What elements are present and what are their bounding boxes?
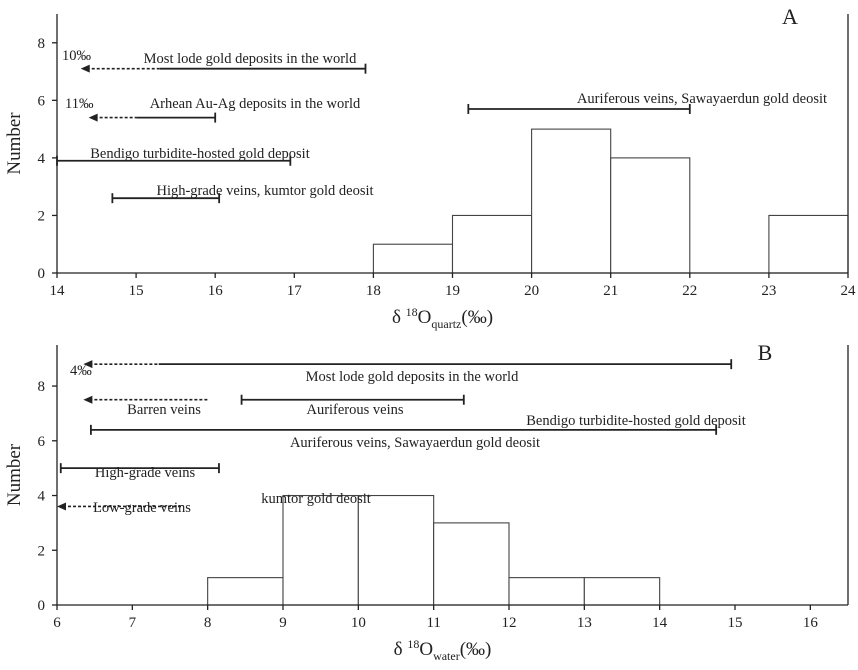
range-arrowhead xyxy=(57,502,66,510)
x-tick-label: 11 xyxy=(426,615,441,631)
range-annotation-label: Arhean Au-Ag deposits in the world xyxy=(149,96,361,112)
histogram-bar xyxy=(584,578,659,605)
x-axis-title-delta: δ xyxy=(391,307,406,328)
range-annotation-label: High-grade veins, kumtor gold deosit xyxy=(156,183,374,199)
range-annotation-label: High-grade veins xyxy=(94,465,196,481)
histogram-bar xyxy=(453,215,532,273)
y-axis-title: Number xyxy=(4,443,25,507)
y-tick-label: 8 xyxy=(37,379,45,396)
histogram-bar xyxy=(373,244,452,273)
y-axis-title: Number xyxy=(4,112,25,175)
x-tick-label: 23 xyxy=(761,283,777,299)
y-tick-label: 0 xyxy=(37,266,45,282)
x-axis-title-o: O xyxy=(417,307,432,328)
histogram-bar xyxy=(208,578,283,605)
panel-label: B xyxy=(757,340,773,365)
y-tick-label: 6 xyxy=(37,433,45,450)
range-annotation-label: Bendigo turbidite-hosted gold deposit xyxy=(526,413,746,429)
histogram-bar xyxy=(509,578,584,605)
x-tick-label: 14 xyxy=(49,283,65,299)
y-tick-label: 2 xyxy=(37,208,45,225)
x-tick-label: 22 xyxy=(682,283,698,299)
x-tick-label: 6 xyxy=(53,615,61,631)
x-tick-label: 12 xyxy=(501,615,517,631)
x-tick-label: 13 xyxy=(576,615,592,631)
arrow-value-label: 4‰ xyxy=(70,363,92,379)
histogram-bar xyxy=(283,496,358,605)
panel-a xyxy=(4,4,856,331)
x-axis-title-sub: water xyxy=(433,649,460,663)
x-axis-title-sup: 18 xyxy=(407,637,420,651)
histogram-bar xyxy=(434,523,509,605)
range-arrowhead xyxy=(83,396,92,404)
range-annotation-label: Barren veins xyxy=(127,402,201,418)
x-tick-label: 14 xyxy=(652,615,668,631)
range-annotation-label: Low-grade veins xyxy=(93,500,191,516)
panel-b xyxy=(4,340,848,663)
arrow-value-label: 11‰ xyxy=(65,96,94,112)
y-tick-label: 0 xyxy=(37,598,45,614)
x-tick-label: 15 xyxy=(128,283,144,299)
y-tick-label: 6 xyxy=(37,93,45,110)
range-arrowhead xyxy=(89,114,98,122)
x-axis-title xyxy=(394,637,492,663)
x-tick-label: 19 xyxy=(445,283,460,299)
x-axis-title-delta: δ xyxy=(393,639,408,660)
range-annotation-label: kumtor gold deosit xyxy=(261,491,371,507)
x-tick-label: 18 xyxy=(365,283,381,299)
x-tick-label: 7 xyxy=(128,615,137,631)
range-arrowhead xyxy=(81,65,90,73)
x-axis-title xyxy=(392,305,493,331)
x-tick-label: 20 xyxy=(524,283,540,299)
range-annotation-label: Most lode gold deposits in the world xyxy=(143,51,357,67)
x-axis-title-o: O xyxy=(419,639,434,660)
x-tick-label: 21 xyxy=(603,283,619,299)
y-tick-label: 4 xyxy=(37,150,45,167)
x-tick-label: 17 xyxy=(286,283,302,299)
x-axis-title-unit: (‰) xyxy=(459,639,492,660)
range-annotation-label: Most lode gold deposits in the world xyxy=(305,369,519,385)
x-axis-title-unit: (‰) xyxy=(461,307,494,328)
range-annotation-label: Auriferous veins, Sawayaerdun gold deosit xyxy=(576,91,828,107)
histogram-bar xyxy=(532,129,611,273)
y-tick-label: 8 xyxy=(37,35,45,52)
histogram-bar xyxy=(769,215,848,273)
x-tick-label: 9 xyxy=(279,615,287,631)
x-axis-title-sup: 18 xyxy=(405,305,418,319)
x-tick-label: 16 xyxy=(207,283,223,299)
y-tick-label: 4 xyxy=(37,488,45,505)
histogram-bar xyxy=(611,158,690,273)
range-annotation-label: Auriferous veins, Sawayaerdun gold deosit xyxy=(289,435,541,451)
x-axis-title-sub: quartz xyxy=(431,317,462,331)
x-tick-label: 10 xyxy=(350,615,366,631)
x-tick-label: 8 xyxy=(203,615,212,631)
x-tick-label: 15 xyxy=(727,615,743,631)
range-annotation-label: Bendigo turbidite-hosted gold deposit xyxy=(90,146,310,162)
x-tick-label: 24 xyxy=(840,283,856,299)
y-tick-label: 2 xyxy=(37,543,45,560)
panel-label: A xyxy=(782,4,798,29)
x-tick-label: 16 xyxy=(802,615,818,631)
histogram-bar xyxy=(358,496,433,605)
arrow-value-label: 10‰ xyxy=(62,48,91,64)
range-annotation-label: Auriferous veins xyxy=(306,402,404,418)
